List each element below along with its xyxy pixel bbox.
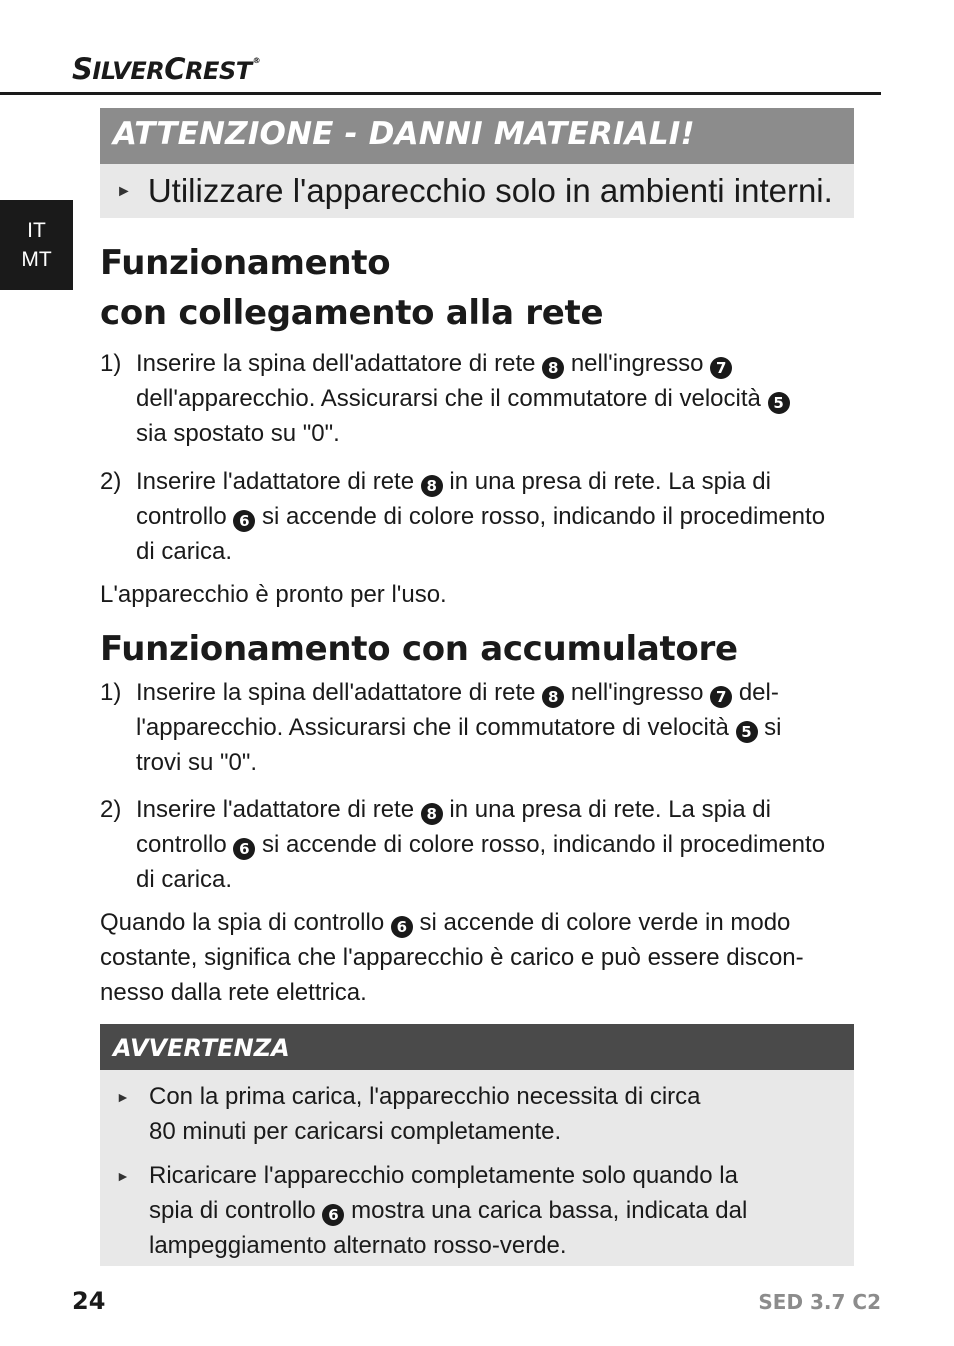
triangle-right-icon: ► bbox=[116, 1168, 130, 1184]
step-text: Inserire la spina dell'adattatore di rete 8 nell'ingresso 7 del- l'apparecchio. Assicurarsi che il commutatore di velocità 5 si trovi su "0". bbox=[136, 679, 782, 776]
note-box bbox=[100, 1024, 854, 1266]
note-title: AVVERTENZA bbox=[100, 1024, 854, 1070]
part-number-badge: 8 bbox=[421, 475, 443, 497]
step-text: Inserire l'adattatore di rete 8 in una presa di rete. La spia di controllo 6 si accende di colore rosso, indicando il procedimento di carica. bbox=[136, 796, 826, 893]
warning-item: ► Utilizzare l'apparecchio solo in ambienti interni. bbox=[100, 164, 854, 218]
part-number-badge: 5 bbox=[736, 721, 758, 743]
part-number-badge: 8 bbox=[542, 357, 564, 379]
note-item: ► Ricaricare l'apparecchio completamente solo quando la spia di controllo 6 mostra una carica bassa, indicata dal lampeggiamento alternato rosso-verde. bbox=[116, 1158, 854, 1263]
step-number: 1) bbox=[100, 350, 122, 377]
triangle-right-icon: ► bbox=[116, 1089, 130, 1105]
step-number: 2) bbox=[100, 468, 122, 495]
ready-text: L'apparecchio è pronto per l'uso. bbox=[100, 581, 447, 608]
part-number-badge: 6 bbox=[233, 510, 255, 532]
warning-box bbox=[100, 108, 854, 218]
part-number-badge: 5 bbox=[768, 392, 790, 414]
note-item: ► Con la prima carica, l'apparecchio necessita di circa 80 minuti per caricarsi completamente. bbox=[116, 1079, 854, 1149]
brand-logo: SILVERCREST® bbox=[72, 52, 261, 86]
warning-title: ATTENZIONE - DANNI MATERIALI! bbox=[100, 108, 854, 164]
charged-info-text: Quando la spia di controllo 6 si accende di colore verde in modo costante, significa che l'apparecchio è carico e può essere discon- nesso dalla rete elettrica. bbox=[100, 909, 804, 1006]
language-tab bbox=[0, 200, 73, 290]
page-number: 24 bbox=[72, 1287, 106, 1315]
model-number: SED 3.7 C2 bbox=[758, 1290, 881, 1314]
step-number: 2) bbox=[100, 796, 122, 823]
language-code: MT bbox=[21, 248, 52, 271]
language-code: IT bbox=[27, 219, 46, 242]
step-item bbox=[100, 464, 860, 569]
step-number: 1) bbox=[100, 679, 122, 706]
step-text: Inserire la spina dell'adattatore di rete 8 nell'ingresso 7 dell'apparecchio. Assicurarsi che il commutatore di velocità 5 sia spostato su "0". bbox=[136, 346, 860, 451]
part-number-badge: 6 bbox=[391, 916, 413, 938]
part-number-badge: 8 bbox=[421, 803, 443, 825]
part-number-badge: 8 bbox=[542, 686, 564, 708]
note-body bbox=[100, 1070, 854, 1266]
part-number-badge: 6 bbox=[233, 838, 255, 860]
section-title: Funzionamento con collegamento alla rete bbox=[100, 243, 604, 333]
step-item bbox=[100, 675, 860, 780]
step-text: Inserire l'adattatore di rete 8 in una presa di rete. La spia di controllo 6 si accende di colore rosso, indicando il procedimento di carica. bbox=[136, 468, 826, 565]
part-number-badge: 7 bbox=[710, 686, 732, 708]
triangle-right-icon: ► bbox=[116, 183, 132, 200]
part-number-badge: 6 bbox=[322, 1204, 344, 1226]
header-divider bbox=[0, 92, 881, 95]
part-number-badge: 7 bbox=[710, 357, 732, 379]
section-title: Funzionamento con accumulatore bbox=[100, 629, 738, 669]
step-item bbox=[100, 346, 860, 451]
step-item bbox=[100, 792, 860, 897]
